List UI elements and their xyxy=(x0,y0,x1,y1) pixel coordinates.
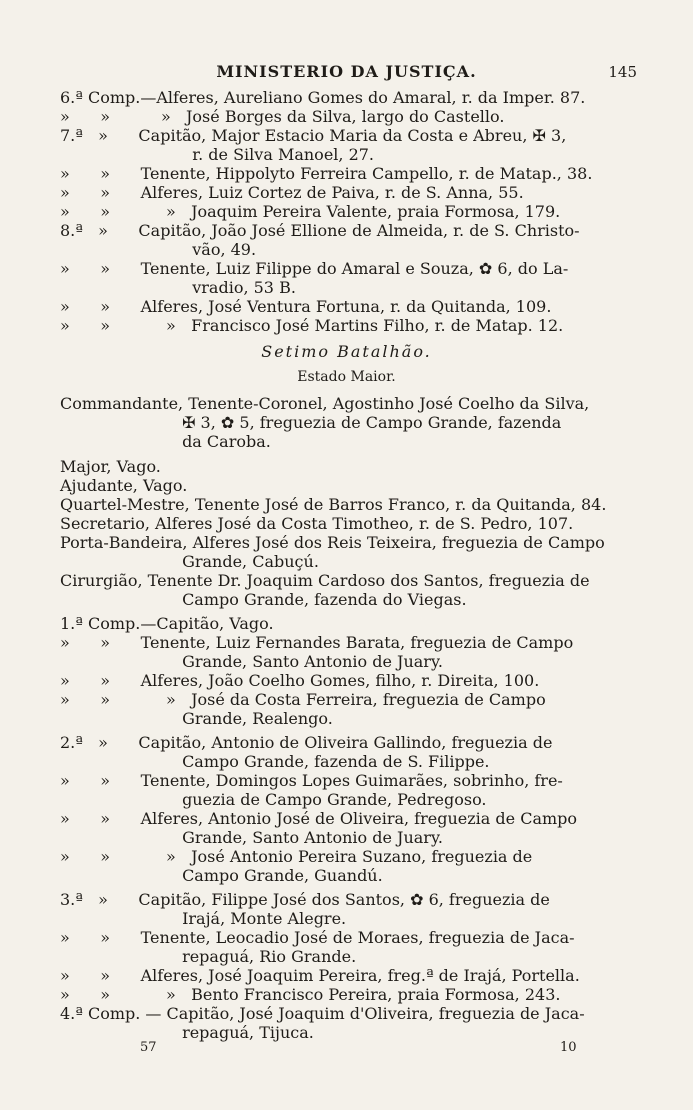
text-line: Quartel-Mestre, Tenente José de Barros Franco, r. da Quitanda, 84. xyxy=(60,495,607,514)
section-title: Setimo Batalhão. xyxy=(261,342,432,361)
text-line: Grande, Cabuçú. xyxy=(60,552,319,571)
text-line: 2.ª » Capitão, Antonio de Oliveira Gallindo, freguezia de xyxy=(60,733,553,752)
text-line: Campo Grande, fazenda do Viegas. xyxy=(60,590,467,609)
text-line: Secretario, Alferes José da Costa Timotheo, r. de S. Pedro, 107. xyxy=(60,514,574,533)
text-line: Grande, Santo Antonio de Juary. xyxy=(60,652,443,671)
text-line: » » » José Borges da Silva, largo do Castello. xyxy=(60,107,505,126)
text-line: » » Alferes, José Ventura Fortuna, r. da Quitanda, 109. xyxy=(60,297,552,316)
text-line: guezia de Campo Grande, Pedregoso. xyxy=(60,790,487,809)
text-line: Campo Grande, fazenda de S. Filippe. xyxy=(60,752,490,771)
section-subtitle: Estado Maior. xyxy=(297,369,396,385)
text-line: » » Alferes, Luiz Cortez de Paiva, r. de S. Anna, 55. xyxy=(60,183,524,202)
page-number: 145 xyxy=(608,63,637,81)
text-line: repaguá, Rio Grande. xyxy=(60,947,357,966)
text-line: 8.ª » Capitão, João José Ellione de Almeida, r. de S. Christo- xyxy=(60,221,580,240)
text-line: 3.ª » Capitão, Filippe José dos Santos, ✿ 6, freguezia de xyxy=(60,890,550,909)
text-line: » » » Francisco José Martins Filho, r. de Matap. 12. xyxy=(60,316,564,335)
text-line: » » Tenente, Luiz Fernandes Barata, freguezia de Campo xyxy=(60,633,574,652)
text-line: Commandante, Tenente-Coronel, Agostinho José Coelho da Silva, xyxy=(60,394,590,413)
text-line: 4.ª Comp. — Capitão, José Joaquim d'Oliveira, freguezia de Jaca- xyxy=(60,1004,585,1023)
text-line: 1.ª Comp.—Capitão, Vago. xyxy=(60,614,274,633)
text-line: » » » Joaquim Pereira Valente, praia Formosa, 179. xyxy=(60,202,561,221)
text-line: » » » José Antonio Pereira Suzano, freguezia de xyxy=(60,847,533,866)
footer-signature-right: 10 xyxy=(560,1040,577,1055)
text-line: vão, 49. xyxy=(60,240,257,259)
text-line: » » Alferes, Antonio José de Oliveira, freguezia de Campo xyxy=(60,809,578,828)
text-line: Porta-Bandeira, Alferes José dos Reis Teixeira, freguezia de Campo xyxy=(60,533,605,552)
text-line: Campo Grande, Guandú. xyxy=(60,866,383,885)
text-line: » » » José da Costa Ferreira, freguezia de Campo xyxy=(60,690,546,709)
text-line: Cirurgião, Tenente Dr. Joaquim Cardoso dos Santos, freguezia de xyxy=(60,571,590,590)
text-line: Major, Vago. xyxy=(60,457,161,476)
page-header-title: MINISTERIO DA JUSTIÇA. xyxy=(216,62,477,81)
text-line: » » Tenente, Leocadio José de Moraes, freguezia de Jaca- xyxy=(60,928,575,947)
text-line: repaguá, Tijuca. xyxy=(60,1023,314,1042)
text-line: » » Alferes, João Coelho Gomes, filho, r. Direita, 100. xyxy=(60,671,540,690)
text-line: da Caroba. xyxy=(60,432,271,451)
text-line: » » Alferes, José Joaquim Pereira, freg.ª de Irajá, Portella. xyxy=(60,966,580,985)
text-line: 7.ª » Capitão, Major Estacio Maria da Costa e Abreu, ✠ 3, xyxy=(60,126,567,145)
text-line: ✠ 3, ✿ 5, freguezia de Campo Grande, fazenda xyxy=(60,413,562,432)
text-line: 6.ª Comp.—Alferes, Aureliano Gomes do Amaral, r. da Imper. 87. xyxy=(60,88,586,107)
text-line: Grande, Realengo. xyxy=(60,709,333,728)
footer-signature-left: 57 xyxy=(140,1040,157,1055)
text-line: » » » Bento Francisco Pereira, praia Formosa, 243. xyxy=(60,985,561,1004)
text-line: » » Tenente, Domingos Lopes Guimarães, sobrinho, fre- xyxy=(60,771,563,790)
text-line: Ajudante, Vago. xyxy=(60,476,188,495)
text-line: » » Tenente, Hippolyto Ferreira Campello, r. de Matap., 38. xyxy=(60,164,593,183)
text-line: Grande, Santo Antonio de Juary. xyxy=(60,828,443,847)
text-line: » » Tenente, Luiz Filippe do Amaral e Souza, ✿ 6, do La- xyxy=(60,259,569,278)
text-line: Irajá, Monte Alegre. xyxy=(60,909,347,928)
text-line: vradio, 53 B. xyxy=(60,278,296,297)
text-line: r. de Silva Manoel, 27. xyxy=(60,145,375,164)
